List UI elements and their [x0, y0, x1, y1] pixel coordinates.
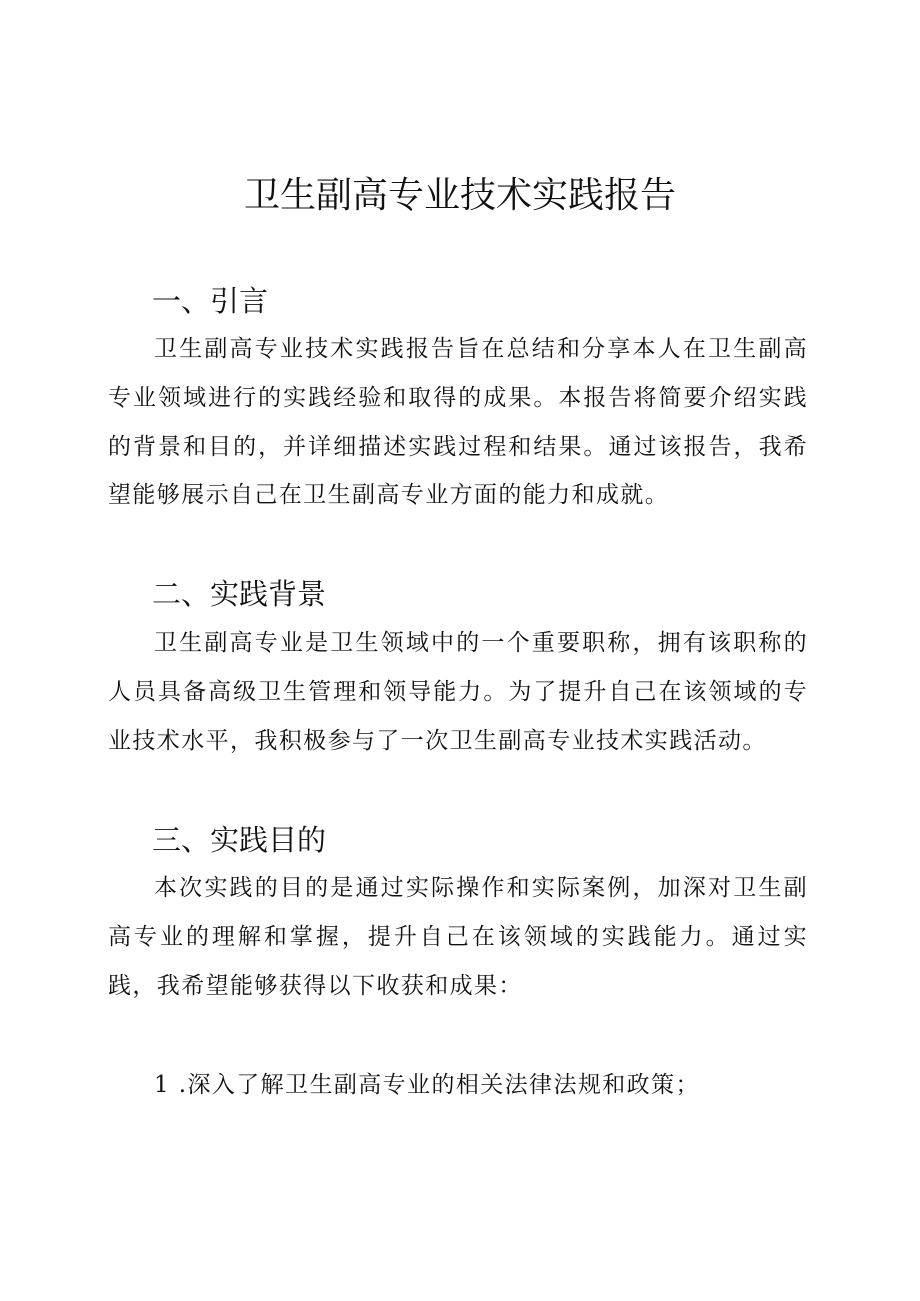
- section-paragraph-background: 卫生副高专业是卫生领域中的一个重要职称，拥有该职称的人员具备高级卫生管理和领导能力。为了提升自己在该领域的专业技术水平，我积极参与了一次卫生副高专业技术实践活动。: [108, 630, 808, 754]
- section-heading-background: 二、实践背景: [152, 577, 327, 611]
- list-item: 1 .深入了解卫生副高专业的相关法律法规和政策；: [154, 1072, 700, 1098]
- document-title: 卫生副高专业技术实践报告: [243, 175, 676, 216]
- section-heading-purpose: 三、实践目的: [152, 823, 327, 857]
- section-heading-introduction: 一、引言: [152, 284, 269, 318]
- section-paragraph-purpose: 本次实践的目的是通过实际操作和实际案例，加深对卫生副高专业的理解和掌握，提升自己在该领域的实践能力。通过实践，我希望能够获得以下收获和成果：: [108, 875, 808, 999]
- section-paragraph-introduction: 卫生副高专业技术实践报告旨在总结和分享本人在卫生副高专业领域进行的实践经验和取得的成果。本报告将简要介绍实践的背景和目的，并详细描述实践过程和结果。通过该报告，我希望能够展示自己在卫生副高专业方面的能力和成就。: [108, 336, 808, 509]
